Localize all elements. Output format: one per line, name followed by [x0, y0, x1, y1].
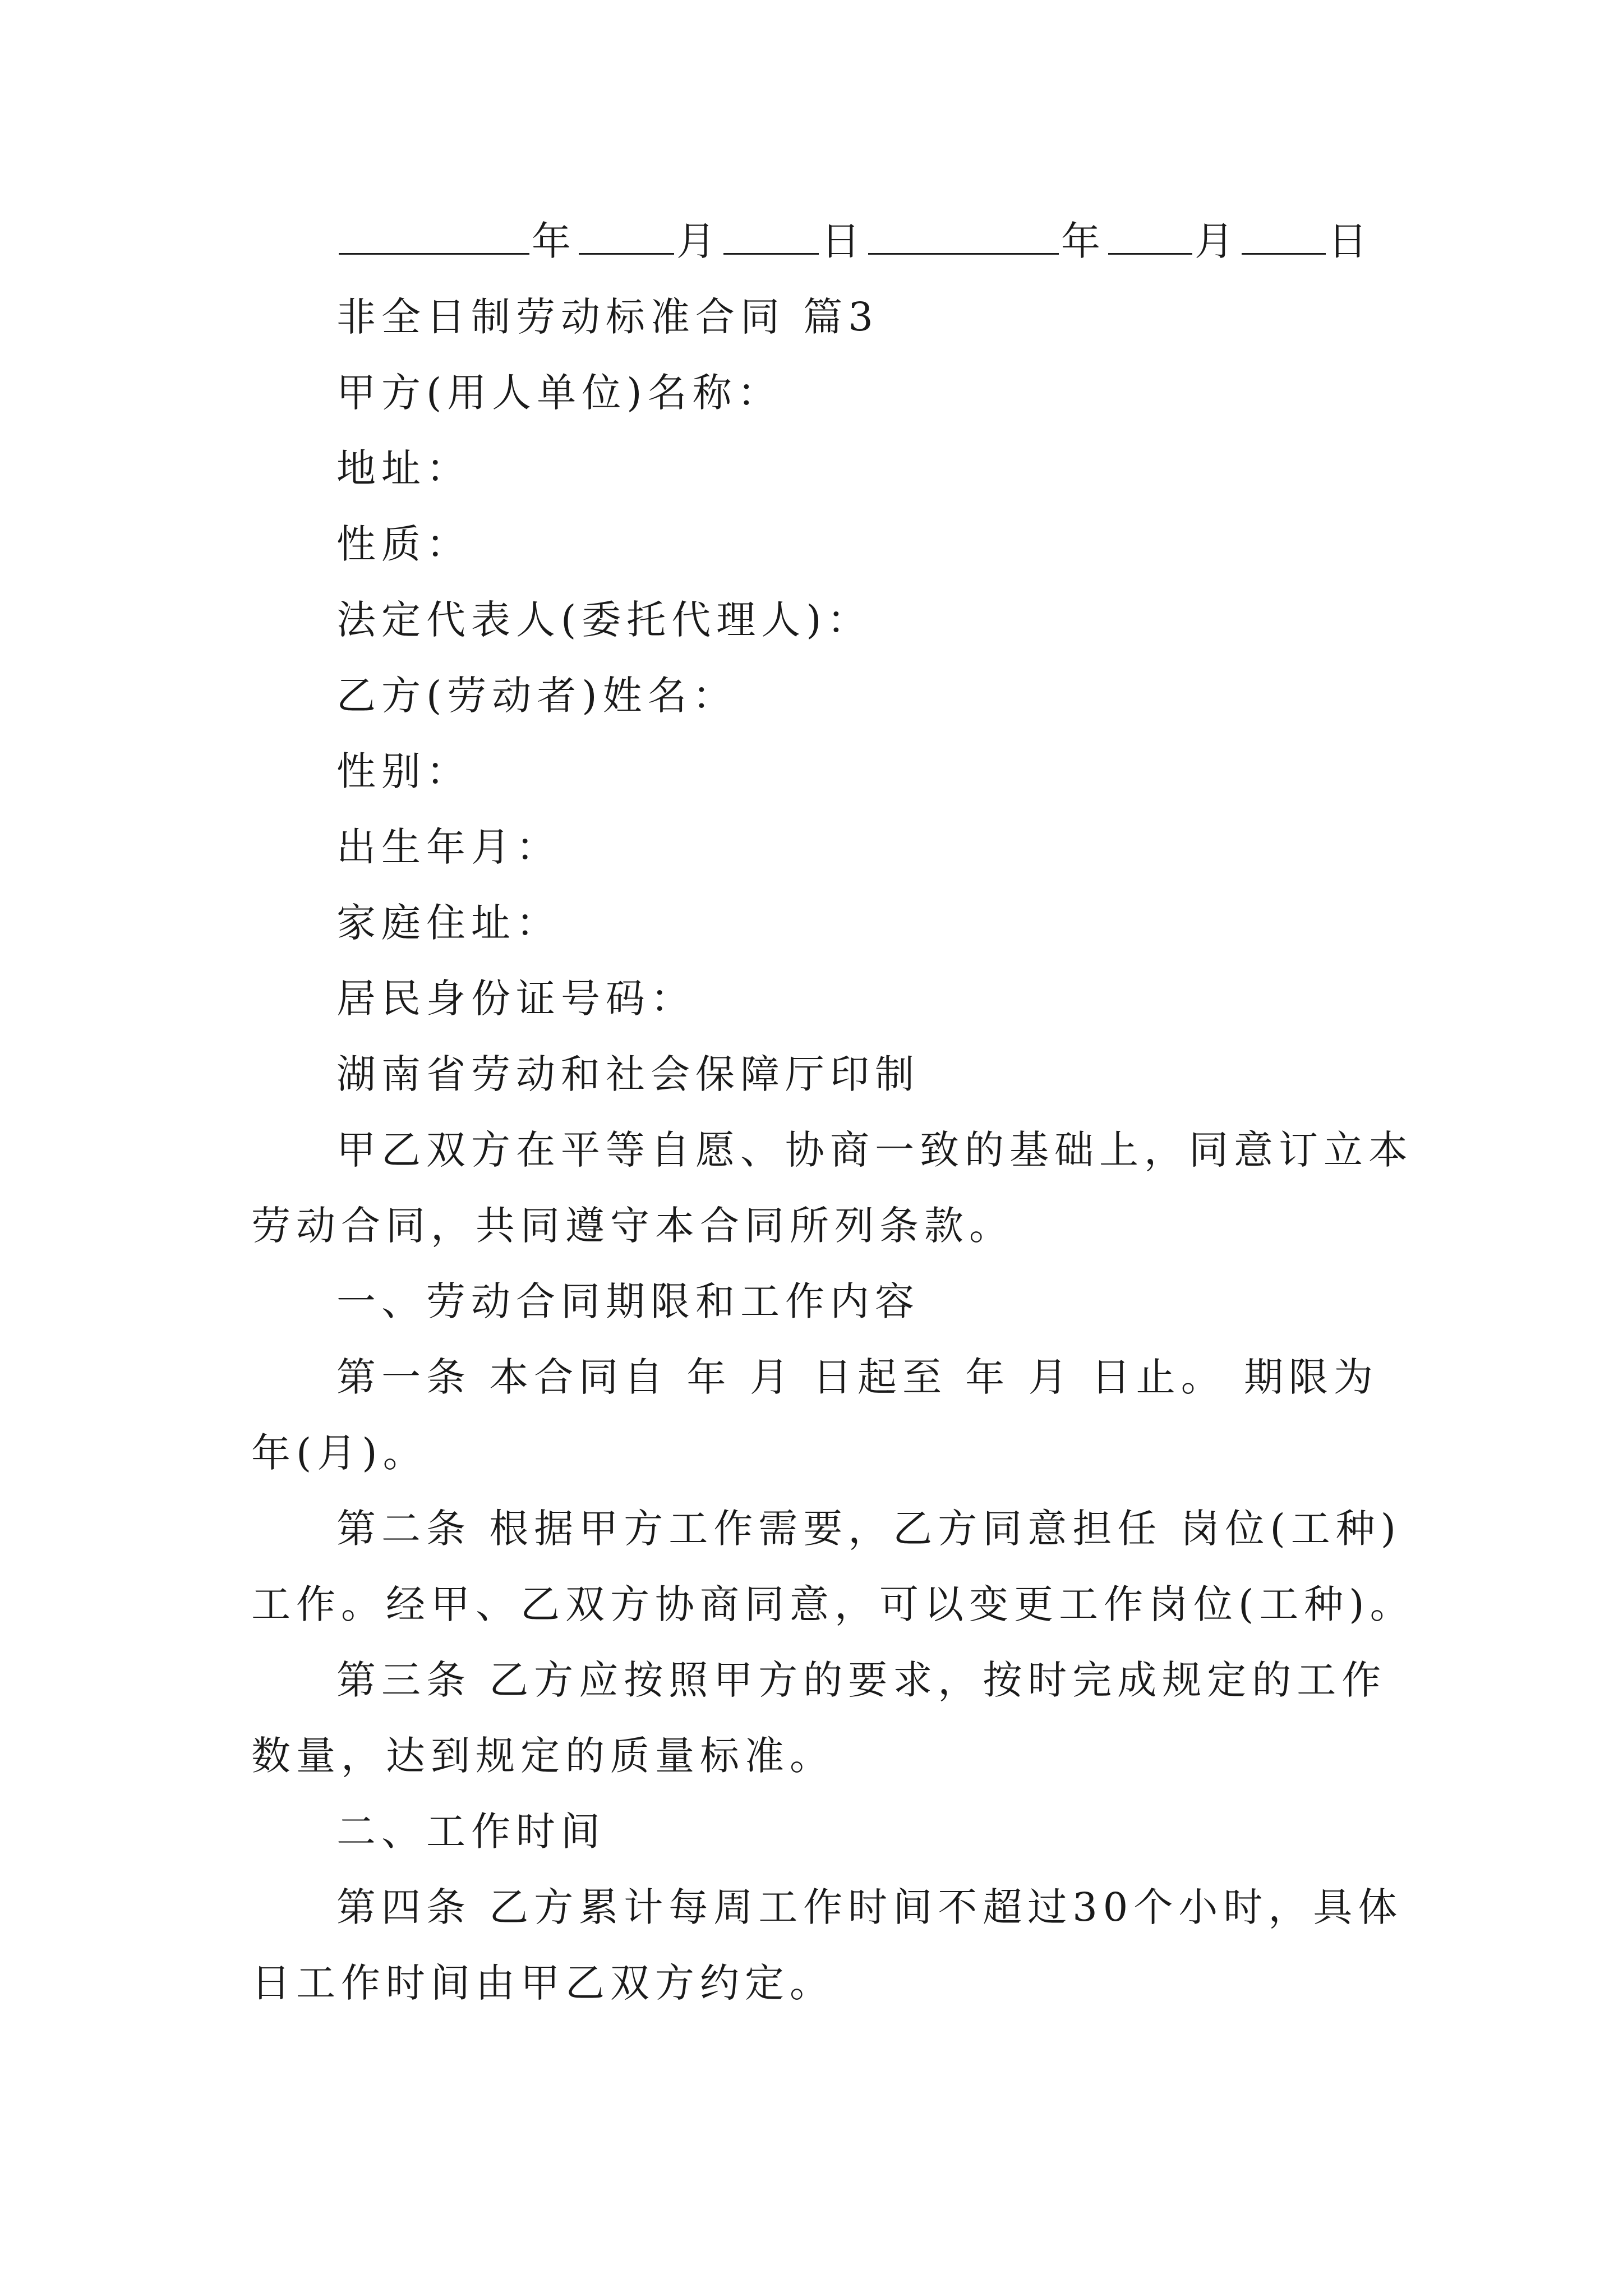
year-label-2: 年 [1061, 218, 1106, 264]
preamble-line-2: 劳动合同，共同遵守本合同所列条款。 [251, 1203, 1014, 1249]
article-4-line-2: 日工作时间由甲乙双方约定。 [251, 1960, 834, 2006]
party-a-nature-field: 性质： [336, 521, 471, 567]
party-a-address-field: 地址： [336, 445, 471, 491]
party-b-name-field: 乙方(劳动者)姓名： [336, 673, 737, 719]
year-blank-2 [868, 218, 1059, 255]
month-label-1: 月 [676, 218, 721, 264]
contract-title: 非全日制劳动标准合同 篇3 [336, 294, 879, 340]
article-2-line-1: 第二条 根据甲方工作需要，乙方同意担任 岗位(工种) [336, 1506, 1402, 1552]
article-1-line-2: 年(月)。 [251, 1430, 428, 1476]
party-b-gender-field: 性别： [336, 748, 471, 794]
month-blank-1 [579, 218, 674, 255]
preamble-line-1: 甲乙双方在平等自愿、协商一致的基础上，同意订立本 [336, 1127, 1413, 1173]
party-b-id-number-field: 居民身份证号码： [336, 976, 695, 1022]
legal-representative-field: 法定代表人(委托代理人)： [336, 597, 872, 643]
month-label-2: 月 [1195, 218, 1239, 264]
article-1-line-1: 第一条 本合同自 年 月 日起至 年 月 日止。 期限为 [336, 1354, 1379, 1400]
section-heading-2: 二、工作时间 [336, 1809, 606, 1855]
article-4-line-1: 第四条 乙方累计每周工作时间不超过30个小时，具体 [336, 1884, 1403, 1930]
day-blank-2 [1242, 218, 1326, 255]
year-label-1: 年 [532, 218, 577, 264]
year-blank-1 [339, 218, 529, 255]
section-heading-1: 一、劳动合同期限和工作内容 [336, 1278, 920, 1324]
article-3-line-2: 数量，达到规定的质量标准。 [251, 1733, 834, 1779]
party-b-home-address-field: 家庭住址： [336, 900, 561, 946]
signature-date-line [336, 213, 1373, 269]
day-label-2: 日 [1328, 218, 1373, 264]
issuer-line: 湖南省劳动和社会保障厅印制 [336, 1051, 920, 1097]
party-a-name-field: 甲方(用人单位)名称： [336, 370, 782, 416]
party-b-birth-field: 出生年月： [336, 824, 561, 870]
article-3-line-1: 第三条 乙方应按照甲方的要求，按时完成规定的工作 [336, 1657, 1387, 1703]
day-label-1: 日 [821, 218, 866, 264]
day-blank-1 [723, 218, 819, 255]
article-2-line-2: 工作。经甲、乙双方协商同意，可以变更工作岗位(工种)。 [251, 1581, 1415, 1627]
month-blank-2 [1108, 218, 1192, 255]
